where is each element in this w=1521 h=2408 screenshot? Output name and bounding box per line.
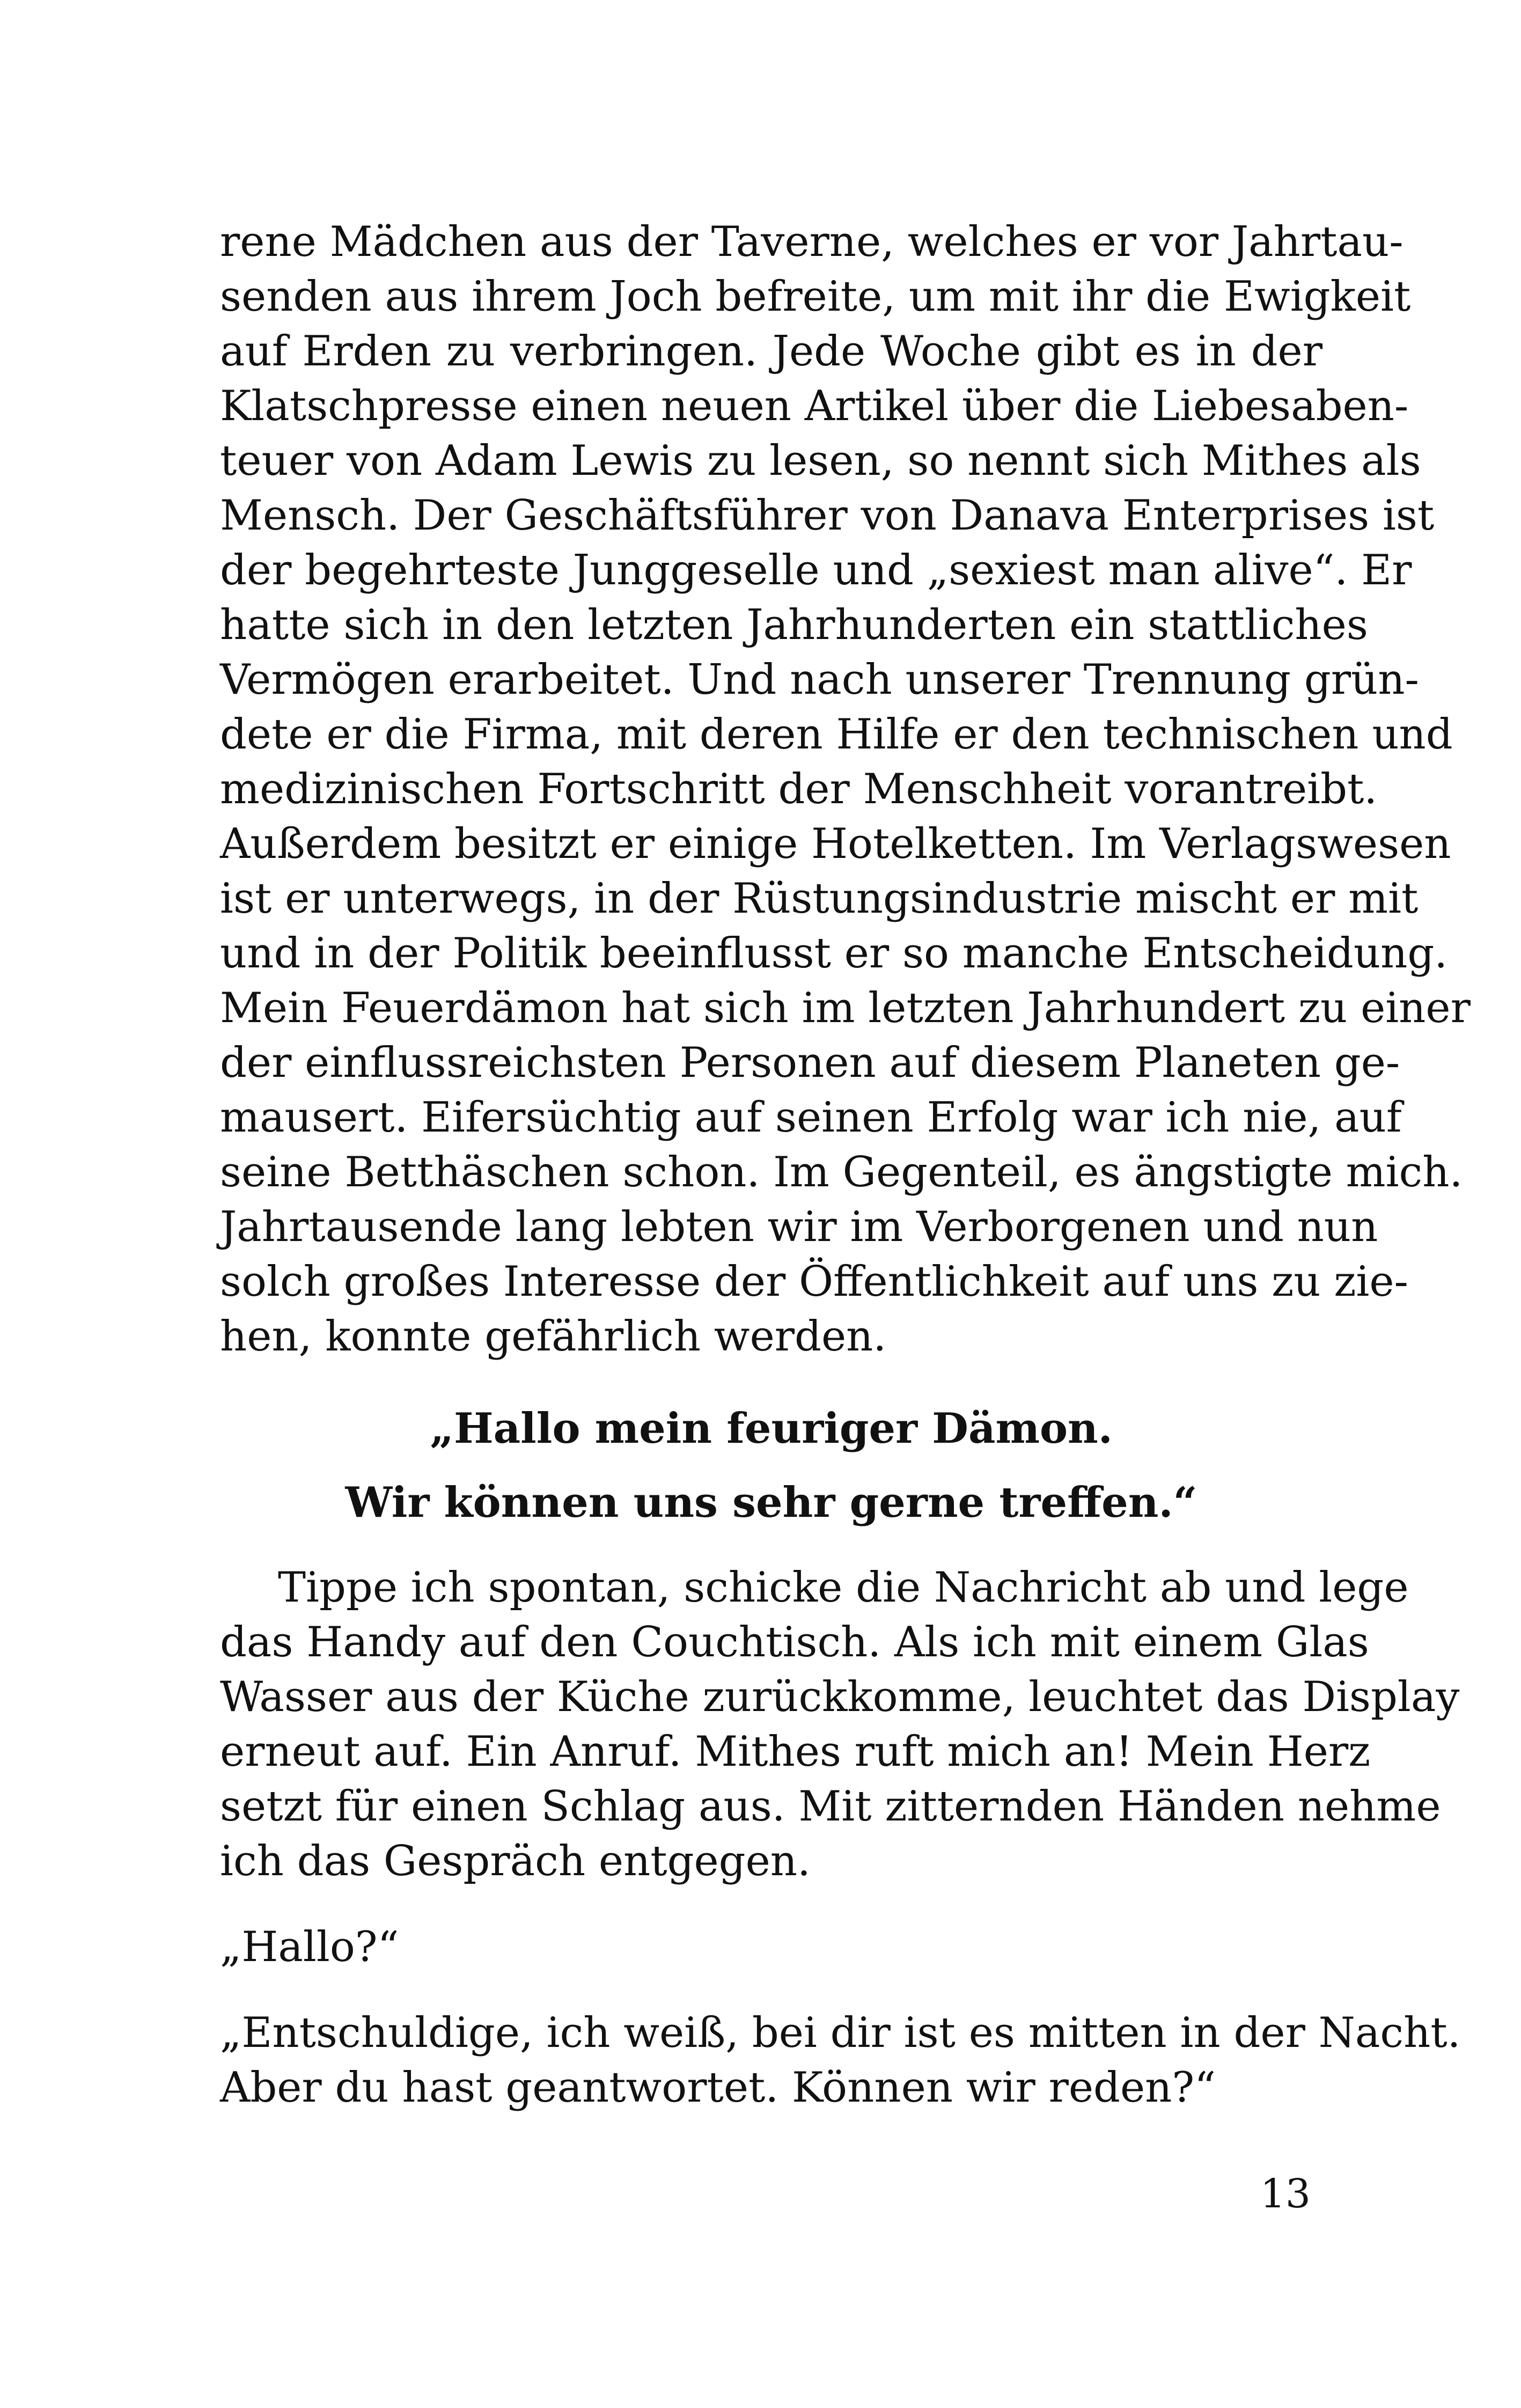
text-line: auf Erden zu verbringen. Jede Woche gibt es in der (220, 327, 1322, 376)
text-line: solch großes Interesse der Öffentlichkeit auf uns zu zie- (220, 1258, 1408, 1306)
text-line: ich das Gespräch entgegen. (220, 1837, 811, 1885)
spacer (220, 1889, 1322, 1920)
dialogue-line: „Hallo?“ (220, 1923, 399, 1971)
text-line: medizinischen Fortschritt der Menschheit vorantreibt. (220, 765, 1378, 813)
book-page (220, 215, 1471, 2115)
text-line: der einflussreichsten Personen auf diesem Planeten ge- (220, 1039, 1400, 1087)
paragraph-narration (220, 215, 1471, 1364)
dialogue-line: „Entschuldige, ich weiß, bei dir ist es mitten in der Nacht. (220, 2009, 1461, 2057)
text-line: Außerdem besitzt er einige Hotelketten. Im Verlagswesen (220, 820, 1451, 868)
message-line: Wir können uns sehr gerne treffen.“ (345, 1478, 1197, 1527)
text-line: Vermögen erarbeitet. Und nach unserer Trennung grün- (220, 656, 1419, 704)
text-line: mausert. Eifersüchtig auf seinen Erfolg war ich nie, auf (220, 1093, 1402, 1142)
text-line: das Handy auf den Couchtisch. Als ich mit einem Glas (220, 1618, 1369, 1666)
dialogue-paragraph (220, 2006, 1461, 2115)
text-line: rene Mädchen aus der Taverne, welches er vor Jahrtau- (220, 218, 1404, 266)
text-line: seine Betthäschen schon. Im Gegenteil, es ängstigte mich. (220, 1148, 1463, 1196)
text-line: Wasser aus der Küche zurückkomme, leuchtet das Display (220, 1673, 1460, 1721)
text-line: ist er unterwegs, in der Rüstungsindustrie mischt er mit (220, 875, 1419, 923)
text-line: der begehrteste Junggeselle und „sexiest man alive“. Er (220, 546, 1412, 594)
text-message-quote (220, 1392, 1322, 1540)
paragraph-narration-2 (220, 1560, 1460, 1889)
text-line: Mensch. Der Geschäftsführer von Danava Enterprises ist (220, 491, 1435, 540)
text-line: Tippe ich spontan, schicke die Nachricht ab und lege (278, 1563, 1409, 1612)
text-line: und in der Politik beeinflusst er so manche Entscheidung. (220, 929, 1448, 978)
text-line: hatte sich in den letzten Jahrhunderten ein stattliches (220, 601, 1368, 649)
spacer (220, 1974, 1322, 2006)
text-line: Mein Feuerdämon hat sich im letzten Jahrhundert zu einer (220, 984, 1471, 1032)
text-line: erneut auf. Ein Anruf. Mithes ruft mich an! Mein Herz (220, 1728, 1371, 1776)
dialogue-line: Aber du hast geantwortet. Können wir reden?“ (220, 2064, 1216, 2112)
text-line: setzt für einen Schlag aus. Mit zitternden Händen nehme (220, 1782, 1441, 1831)
text-line: teuer von Adam Lewis zu lesen, so nennt sich Mithes als (220, 437, 1421, 485)
text-line: Jahrtausende lang lebten wir im Verborgenen und nun (220, 1203, 1378, 1251)
text-line: Klatschpresse einen neuen Artikel über die Liebesaben- (220, 382, 1409, 430)
text-line: hen, konnte gefährlich werden. (220, 1312, 887, 1361)
message-line: „Hallo mein feuriger Dämon. (430, 1404, 1113, 1453)
text-line: dete er die Firma, mit deren Hilfe er den technischen und (220, 710, 1453, 759)
text-line: senden aus ihrem Joch befreite, um mit ihr die Ewigkeit (220, 273, 1411, 321)
page-number: 13 (1260, 2171, 1311, 2217)
